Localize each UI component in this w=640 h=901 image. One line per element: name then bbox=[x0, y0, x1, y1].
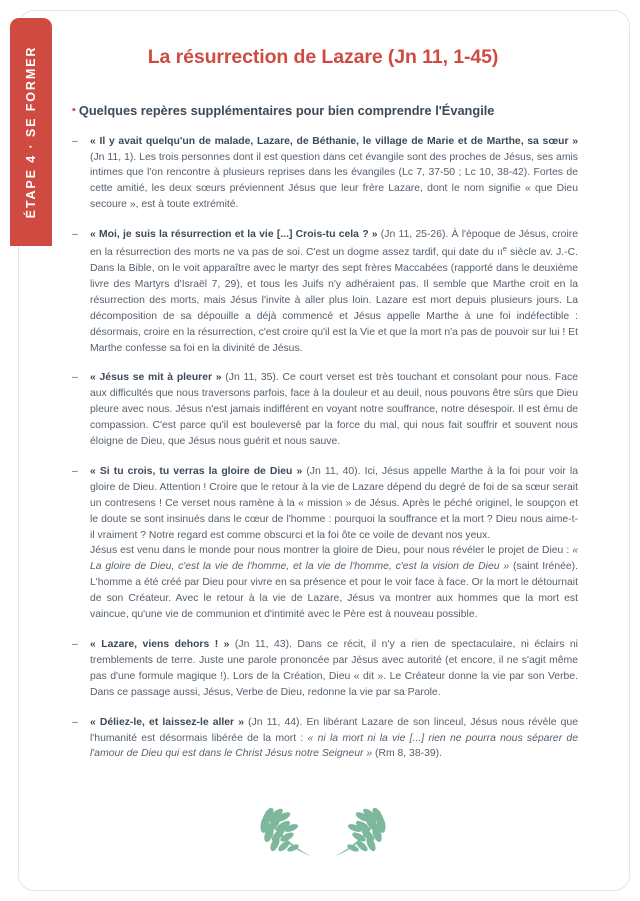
dash-marker: – bbox=[72, 135, 78, 147]
note-body: (Jn 11, 35). Ce court verset est très touchant et consolant pour nous. Face aux difficultés que nous traversons parfois, face à la douleur et au deuil, nous pouvons être sûrs que Dieu pleure avec nous. Jésus n'est jamais indifférent en voyant notre souffrance, notre désespoir. Il est ému de compassion. C'est parce qu'il est bouleversé par la force du mal, qui nous fait souffrir et souvent nous éloigne de Dieu, que Jésus nous guérit et nous sauve. bbox=[90, 372, 578, 448]
note-body: (Jn 11, 25-26). À l'époque de Jésus, croire en la résurrection des morts ne va pas de soi. C'est un dogme assez tardif, qui date du ıı bbox=[90, 229, 578, 259]
note-paragraph bbox=[90, 134, 578, 214]
note-body: (Jn 11, 44). En libérant Lazare de son linceul, Jésus nous révèle que l'humanité est désormais libérée de la mort : bbox=[90, 716, 578, 744]
dash-marker: – bbox=[72, 716, 78, 728]
dash-marker: – bbox=[72, 639, 78, 650]
note-quote-italic: « La gloire de Dieu, c'est la vie de l'homme, et la vie de l'homme, c'est la vision de Dieu » bbox=[90, 545, 578, 573]
list-item bbox=[68, 227, 578, 356]
list-item bbox=[68, 715, 578, 763]
note-body-continued: siècle av. J.-C. Dans la Bible, on le voit apparaître avec le martyr des sept frères Maccabées (rapporté dans le deuxième livre des Martyrs d'Israël 7, 29), et tous les Juifs n'y adhéraient pas. Il semble que Marthe croit en la résurrection des morts, mais Jésus l'invite à aller plus loin. Lazare est mort depuis plusieurs jours. La décomposition de sa dépouille a déjà commencé et Jésus appelle Marthe à une foi indéfectible : désormais, croire en la résurrection, c'est croire qu'il est la Vie et que la mort n'a pas de pouvoir sur lui ! Et Marthe confesse sa foi en la divinité de Jésus. bbox=[90, 247, 579, 354]
leaf-ornament bbox=[68, 806, 578, 862]
note-body: (Jn 11, 40). Ici, Jésus appelle Marthe à la foi pour voir la gloire de Dieu. Attention ! Croire que le retour à la vie de Lazare dépend du degré de foi de sa sœur serait un contresens ! Ce verset nous ramène à la « mission » de Jésus. Après le péché originel, le soupçon et le doute se sont insinués dans le cœur de l'homme : pourquoi la souffrance et la mort ? Dieu nous aime-t-il vraiment ? Notre regard est comme obscurci et la foi ôte ce voile de devant nos yeux. bbox=[90, 465, 578, 541]
note-paragraph-second bbox=[90, 543, 578, 623]
page-title: La résurrection de Lazare (Jn 11, 1-45) bbox=[147, 46, 499, 68]
list-item bbox=[68, 370, 578, 450]
note-body-post: (saint Irénée). L'homme a été créé par Dieu pour vivre en sa présence et pour le voir face à face. Or la mort le détournait de son Créateur. Avec le retour à la vie de Lazare, Jésus va montrer aux hommes que la mort est vaincue, qu'une vie de communion et d'intimité avec le Père est à nouveau possible. bbox=[90, 561, 578, 621]
notes-list bbox=[68, 134, 578, 763]
dash-marker: – bbox=[72, 465, 78, 477]
note-lead: « Lazare, viens dehors ! » bbox=[90, 639, 230, 650]
note-paragraph bbox=[90, 464, 578, 544]
section-heading-label: Quelques repères supplémentaires pour bien comprendre l'Évangile bbox=[78, 103, 495, 118]
note-paragraph bbox=[90, 637, 578, 701]
note-lead: « Si tu crois, tu verras la gloire de Dieu » bbox=[90, 465, 303, 477]
dash-marker: – bbox=[72, 229, 78, 241]
note-lead: « Moi, je suis la résurrection et la vie [...] Crois-tu cela ? » bbox=[90, 229, 378, 241]
square-bullet-icon: ▪ bbox=[72, 104, 76, 116]
section-heading bbox=[72, 103, 578, 120]
ordinal-suffix: e bbox=[502, 244, 507, 254]
list-item bbox=[68, 134, 578, 214]
note-body: (Jn 11, 1). Les trois personnes dont il est question dans cet évangile sont des proches de Jésus, ses amis intimes que l'on rencontre à plusieurs reprises dans les évangiles (Lc 7, 37-50 ; Lc 10, 38-42). Fortes de cette amitié, les deux sœurs préviennent Jésus que leur frère Lazare, dont le nom signifie « que Dieu secoure », est à toute extrémité. bbox=[90, 151, 578, 211]
laurel-branch-left-icon bbox=[253, 806, 315, 862]
step-tab bbox=[10, 18, 52, 246]
note-paragraph bbox=[90, 227, 578, 356]
note-lead: « Il y avait quelqu'un de malade, Lazare, de Béthanie, le village de Marie et de Marthe, sa sœur » bbox=[90, 135, 578, 147]
note-lead: « Jésus se mit à pleurer » bbox=[90, 372, 222, 384]
laurel-branch-right-icon bbox=[331, 806, 393, 862]
step-tab-label: ÉTAPE 4 · SE FORMER bbox=[24, 45, 38, 219]
list-item bbox=[68, 637, 578, 701]
note-body-post: (Rm 8, 38-39). bbox=[372, 748, 442, 760]
note-quote-italic: « ni la mort ni la vie [...] rien ne pourra nous séparer de l'amour de Dieu qui est dans le Christ Jésus notre Seigneur » bbox=[90, 732, 578, 760]
note-paragraph bbox=[90, 370, 578, 450]
note-lead: « Déliez-le, et laissez-le aller » bbox=[90, 716, 244, 728]
document-content bbox=[68, 10, 578, 862]
note-body-pre: Jésus est venu dans le monde pour nous montrer la gloire de Dieu, pour nous révéler le projet de Dieu : bbox=[90, 545, 573, 557]
note-paragraph bbox=[90, 715, 578, 763]
note-body: (Jn 11, 43). Dans ce récit, il n'y a rien de spectaculaire, ni éclairs ni tremblements de terre. Juste une parole prononcée par Jésus avec autorité (et encore, il ne s'agit même pas d'une formule magique !). Lors de la Création, Dieu « dit ». Le Créateur donne la vie par son Verbe. Dans ce passage aussi, Jésus, Verbe de Dieu, redonne la vie par sa Parole. bbox=[90, 639, 578, 698]
list-item bbox=[68, 464, 578, 623]
dash-marker: – bbox=[72, 372, 78, 384]
